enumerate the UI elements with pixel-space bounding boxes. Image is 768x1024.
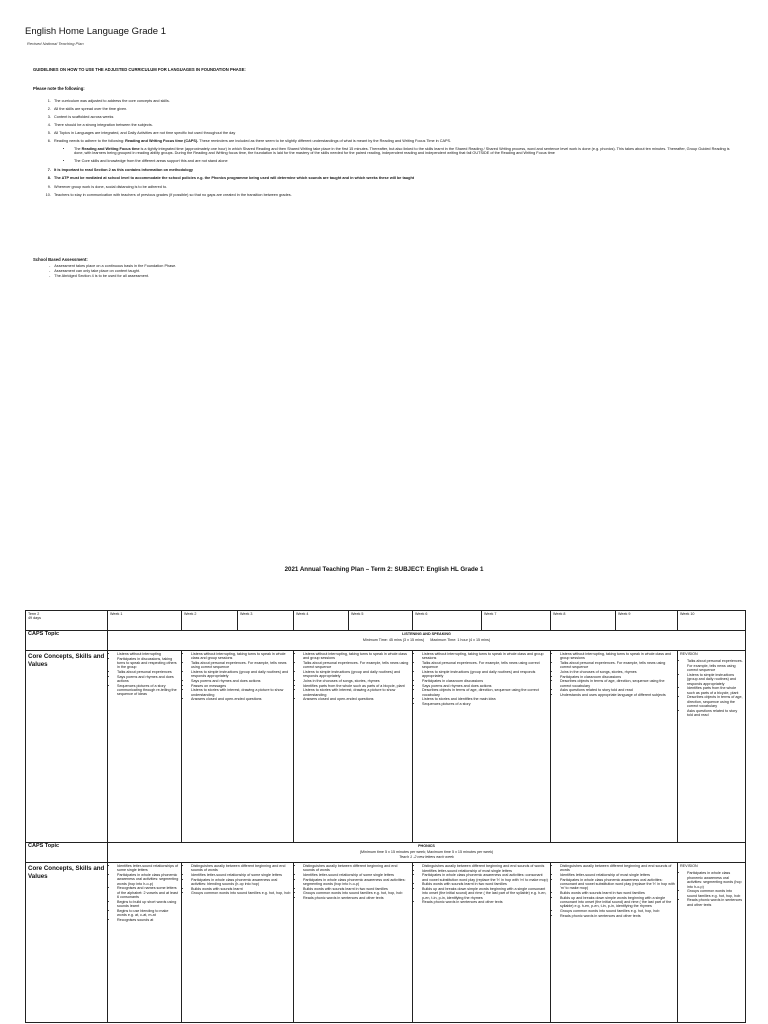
skill-item: • Identifies letter-sound relationship of most single letters	[422, 869, 548, 873]
skill-item: • Groups common words into sound families e.g. hot, hop, hob	[560, 909, 675, 913]
skill-item: • Identifies parts from the whole such as parts of a bicycle, plant	[303, 684, 410, 688]
skills-list	[415, 652, 548, 706]
skill-item: • Identifies letter-sound relationship of some single letters	[303, 873, 410, 877]
skill-item: • Groups common words into sound families e.g. hot, hop, hob	[191, 891, 291, 895]
subnote-item: • The Core skills and knowledge from the different areas support this and are not stand alone	[72, 159, 732, 164]
skills-list	[110, 652, 179, 697]
plan-title: 2021 Annual Teaching Plan – Term 2: SUBJECT: English HL Grade 1	[284, 566, 484, 573]
phonics-week8-9	[551, 863, 678, 1023]
skill-item: • Talks about personal experiences. For example, tells news using correct sequence	[191, 661, 291, 670]
skill-item: • Listens to simple instructions (group and daily routines) and responds appropriately	[687, 673, 743, 686]
week-header: Week 4	[294, 611, 349, 631]
skill-item: • Says poems and rhymes and does actions	[117, 675, 179, 684]
caps-topic-label: CAPS Topic	[26, 843, 108, 863]
skill-item: • Participates in discussions, taking turns to speak and respecting others in the group	[117, 657, 179, 670]
phonics-week1	[108, 863, 182, 1023]
skill-item: • Listens to simple instructions (group and daily routines) and responds appropriately	[191, 670, 291, 679]
skill-item: • Listens without interrupting, taking turns to speak in whole class and group sessions	[422, 652, 548, 661]
skill-item: • Joins in the choruses of songs, stories, rhymes	[560, 670, 675, 674]
skill-item: • Begins to build up short words using sounds learnt	[117, 900, 179, 909]
skill-item: • Describes objects in terms of age, direction, sequence using the correct vocabulary	[560, 679, 675, 688]
skill-item: • Reads phonic words in sentences and other texts	[687, 898, 743, 907]
skill-item: • Says poems and rhymes and does actions	[191, 679, 291, 683]
skill-item: • Recognises sounds at	[117, 918, 179, 922]
listening-week1	[108, 651, 182, 843]
caps-topic-label: CAPS Topic	[26, 631, 108, 651]
teaching-plan-table	[25, 610, 746, 1023]
note-item: 4. There should be a strong integration between the subjects.	[52, 121, 732, 129]
skill-item: • Distinguishes aurally between different beginning and end sounds of words	[560, 864, 675, 873]
week-header: Week 6	[413, 611, 482, 631]
skill-item: • Builds words with sounds learnt in two word families	[422, 882, 548, 886]
skills-list	[184, 652, 291, 702]
skill-item: • Listens to stories with interest, drawing a picture to show understanding	[191, 688, 291, 697]
skill-item: • Participates in classroom discussions	[560, 675, 675, 679]
skill-item: • Listens to stories and identifies the main idea	[422, 697, 548, 701]
listening-week8-9	[551, 651, 678, 843]
listening-core-row	[26, 651, 746, 843]
phonics-week4-5	[294, 863, 413, 1023]
skill-item: • Identifies parts from the whole such as parts of a bicycle, plant	[687, 686, 743, 695]
skills-list	[553, 864, 675, 918]
skill-item: • Builds words with sounds learnt in two word families	[560, 891, 675, 895]
skill-item: • Identifies letter-sound relationship of most single letters	[560, 873, 675, 877]
skill-item: • Groups common words into sound families e.g. hot, hop, hob	[687, 889, 743, 898]
note-item-reading: 6. Reading needs to adhere to the following: Reading and Writing Focus time (CAPS). These reminders are included as there seem to be slightly different understandings of what is meant by the Reading and Writing Focus Time in CAPS. • The Reading and Writing Focus time is a tightly integrated time (approximately one hour) in which Shared Reading and then Shared Writing take place in the first 15 minutes. Thereafter, but also linked to the skills learnt in the Shared Reading / Shared Writing process, word and sentence level work is done (e.g. phonics). This takes about ten minutes. Thereafter, Group Guided Reading is done, with learners being grouped in reading ability groups. During the Reading and Writing focus time, the foundation is laid for the mastery of the skills needed for the paired reading, independent reading and independent writing that fall OUTSIDE of the Reading and Writing Focus time • The Core skills and knowledge from the different areas support this and are not stand alone	[52, 137, 732, 163]
listening-week6-7	[413, 651, 551, 843]
note-item: 1. The curriculum was adjusted to address the core concepts and skills.	[52, 97, 732, 105]
listening-heading-cell: LISTENING AND SPEAKING Minimum Time: 45 mins (3 x 15 mins) Maximum Time: 1 hour (4 x 15 mins)	[108, 631, 746, 651]
note-item: 3. Content is scaffolded across weeks	[52, 113, 732, 121]
sba-item: - Assessment can only take place on content taught.	[56, 269, 176, 274]
week-header: Week 1	[108, 611, 182, 631]
skill-item: • Participates in classroom discussions	[422, 679, 548, 683]
listening-week2-3	[182, 651, 294, 843]
week-header: Week 10	[678, 611, 746, 631]
listening-week10: REVISION • Talks about personal experiences. For example, tells news using correct sequence • Listens to simple instructions (group and daily routines) and responds appropriately • Identifies parts from the whole such as parts of a bicycle, plant • Describes objects in terms of age, direction, sequence using the correct vocabulary • Asks questions related to story told and read	[678, 651, 746, 843]
week-header: Week 9	[616, 611, 678, 631]
header-row	[26, 611, 746, 631]
skills-list	[296, 652, 410, 702]
skill-item: • Talks about personal experiences	[117, 670, 179, 674]
document-subtitle: Revised National Teaching Plan	[27, 41, 84, 46]
skills-list	[680, 871, 743, 907]
note-item: 5. All Topics in Languages are integrated, and Daily Activities are not time specific but used throughout the day	[52, 129, 732, 137]
skill-item: • Recognises and names some letters of the alphabet: 2 vowels and at least 6 consonants	[117, 886, 179, 899]
sba-item: - The Abridged Section 4 is to be used for all assessment.	[56, 274, 176, 279]
notes-heading: Please note the following:	[33, 86, 85, 91]
week-header: Week 8	[551, 611, 616, 631]
phonics-week10: REVISION • Participates in whole class phonemic awareness oral activities: segmenting words (hop into h-o-p) • Groups common words into sound families e.g. hot, hop, hob • Reads phonic words in sentences and other texts	[678, 863, 746, 1023]
week-header: Week 5	[349, 611, 413, 631]
skill-item: • Answers closed and open-ended questions	[303, 697, 410, 701]
week-header: Week 3	[238, 611, 294, 631]
caps-topic-row	[26, 631, 746, 651]
skill-item: • Participates in whole class phonemic awareness oral activities: segmenting words (hop into h-o-p)	[117, 873, 179, 886]
skill-item: • Distinguishes aurally between different beginning and end sounds of words	[191, 864, 291, 873]
note-item: 9. Wherever group work is done, social distancing is to be adhered to.	[52, 183, 732, 191]
skill-item: • Describes objects in terms of age, direction, sequence using the correct vocabulary	[422, 688, 548, 697]
week-header: Week 2	[182, 611, 238, 631]
skill-item: • Sequences pictures of a story	[422, 702, 548, 706]
term-cell: Term 2 49 days	[26, 611, 108, 631]
skill-item: • Asks questions related to story told and read	[687, 709, 743, 718]
skills-list	[553, 652, 675, 697]
skill-item: • Listens without interrupting, taking turns to speak in whole class and group sessions	[303, 652, 410, 661]
skill-item: • Builds words with sounds learnt in two word families	[303, 887, 410, 891]
skill-item: • Participates in whole class phonemic awareness oral activities: segmenting words (hop into h-o-p)	[303, 878, 410, 887]
skill-item: • Builds up and breaks down simple words beginning with a single consonant into onset (the initial sound) and rime ( the last part of the syllable) e.g. h-en, p-en, t-in, p-in, identifying the rhymes	[422, 887, 548, 900]
note-item: 2. All the skills are spread over the time given.	[52, 105, 732, 113]
skill-item: • Participates in whole class phonemic awareness oral activities: consonant and vowel substitution word play (replace the 'h' in hop with 'm' to make mop)	[560, 878, 675, 891]
skill-item: • Reads phonic words in sentences and other texts	[560, 914, 675, 918]
skill-item: • Talks about personal experiences. For example, tells news using correct sequence	[303, 661, 410, 670]
sba-item: - Assessment takes place on a continuous basis in the Foundation Phase.	[56, 264, 176, 269]
phonics-heading-cell: PHONICS (Minimum time 5 x 15 minutes per week; Maximum time 5 x 15 minutes per week) Teach 1 -2 new letters each week	[108, 843, 746, 863]
phonics-week2-3	[182, 863, 294, 1023]
skill-item: • Begins to use blending to make words e.g. at, c-at, m-at	[117, 909, 179, 918]
skill-item: • Listens without interrupting, taking turns to speak in whole class and group sessions	[191, 652, 291, 661]
skill-item: • Participates in whole class phonemic awareness oral activities: consonant and vowel substitution word play (replace the 'h' in hop with 'm' to make mop)	[422, 873, 548, 882]
note-item: 10. Teachers to stay in communication with teachers of previous grades (if possible) so that no gaps are created in the transition between grades.	[52, 191, 732, 199]
skills-list	[184, 864, 291, 896]
skill-item: • Participates in whole class phonemic awareness oral activities: blending sounds (h-op into hop)	[191, 878, 291, 887]
sba-list	[56, 264, 176, 278]
guidelines-heading: GUIDELINES ON HOW TO USE THE ADJUSTED CURRICULUM FOR LANGUAGES IN FOUNDATION PHASE:	[33, 67, 246, 72]
skill-item: • Sequences pictures of a story communicating through re-telling the sequence of ideas	[117, 684, 179, 697]
skill-item: • Talks about personal experiences. For example, tells news using correct sequence	[422, 661, 548, 670]
skill-item: • Builds up and breaks down simple words beginning with a single consonant into onset (the initial sound) and rime ( the last part of the syllable) e.g. h-en, p-en, t-in, p-in, identifying the rhymes	[560, 896, 675, 909]
skills-list	[296, 864, 410, 900]
skill-item: • Participates in whole class phonemic awareness oral activities: segmenting words (hop into h-o-p)	[687, 871, 743, 889]
skill-item: • Listens to simple instructions (group and daily routines) and responds appropriately	[422, 670, 548, 679]
phonics-core-row	[26, 863, 746, 1023]
skill-item: • Identifies letter-sound relationships of some single letters	[117, 864, 179, 873]
skill-item: • Listens without interrupting, taking turns to speak in whole class and group sessions	[560, 652, 675, 661]
note-item: 7. It is important to read Section 2 as this contains information on methodology	[52, 166, 732, 174]
skills-list	[415, 864, 548, 905]
sba-heading: School Based Assessment:	[33, 257, 88, 262]
skill-item: • Reads phonic words in sentences and other texts	[303, 896, 410, 900]
subnote-item: • The Reading and Writing Focus time is a tightly integrated time (approximately one hour) in which Shared Reading and then Shared Writing take place in the first 15 minutes. Thereafter, but also linked to the skills learnt in the Shared Reading / Shared Writing process, word and sentence level work is done (e.g. phonics). This takes about ten minutes. Thereafter, Group Guided Reading is done, with learners being grouped in reading ability groups. During the Reading and Writing focus time, the foundation is laid for the mastery of the skills needed for the paired reading, independent reading and independent writing that fall OUTSIDE of the Reading and Writing Focus time	[72, 147, 732, 156]
skill-item: • Asks questions related to story told and read	[560, 688, 675, 692]
skill-item: • Joins in the choruses of songs, stories, rhymes	[303, 679, 410, 683]
skill-item: • Understands and uses appropriate language of different subjects	[560, 693, 675, 697]
skill-item: • Distinguishes aurally between different beginning and end sounds of words	[303, 864, 410, 873]
skill-item: • Listens without interrupting	[117, 652, 179, 656]
core-label: Core Concepts, Skills and Values	[26, 863, 108, 1023]
core-label: Core Concepts, Skills and Values	[26, 651, 108, 843]
skill-item: • Talks about personal experiences. For example, tells news using correct sequence	[560, 661, 675, 670]
skill-item: • Reads phonic words in sentences and other texts	[422, 900, 548, 904]
skill-item: • Talks about personal experiences. For example, tells news using correct sequence	[687, 659, 743, 672]
listening-week4-5	[294, 651, 413, 843]
skill-item: • Says poems and rhymes and does actions	[422, 684, 548, 688]
skill-item: • Groups common words into sound families e.g. hot, hop, hob	[303, 891, 410, 895]
notes-list	[42, 97, 732, 199]
document-title: English Home Language Grade 1	[25, 26, 167, 37]
skill-item: • Listens to simple instructions (group and daily routines) and responds appropriately	[303, 670, 410, 679]
skill-item: • Distinguishes aurally between different beginning and end sounds of words	[422, 864, 548, 868]
skill-item: • Builds words with sounds learnt	[191, 887, 291, 891]
skill-item: • Passes on messages	[191, 684, 291, 688]
skills-list	[680, 659, 743, 717]
phonics-week6-7	[413, 863, 551, 1023]
skill-item: • Listens to stories with interest, drawing a picture to show understanding	[303, 688, 410, 697]
skills-list	[110, 864, 179, 922]
skill-item: • Identifies letter-sound relationship of some single letters	[191, 873, 291, 877]
note-item: 8. The ATP must be mediated at school level to accommodate the school policies e.g. the Phonics programme being used will determine which sounds are taught and in which weeks these will be taught	[52, 174, 732, 182]
caps-topic-row-phonics	[26, 843, 746, 863]
skill-item: • Describes objects in terms of age, direction, sequence using the correct vocabulary	[687, 695, 743, 708]
skill-item: • Answers closed and open-ended questions	[191, 697, 291, 701]
week-header: Week 7	[482, 611, 551, 631]
